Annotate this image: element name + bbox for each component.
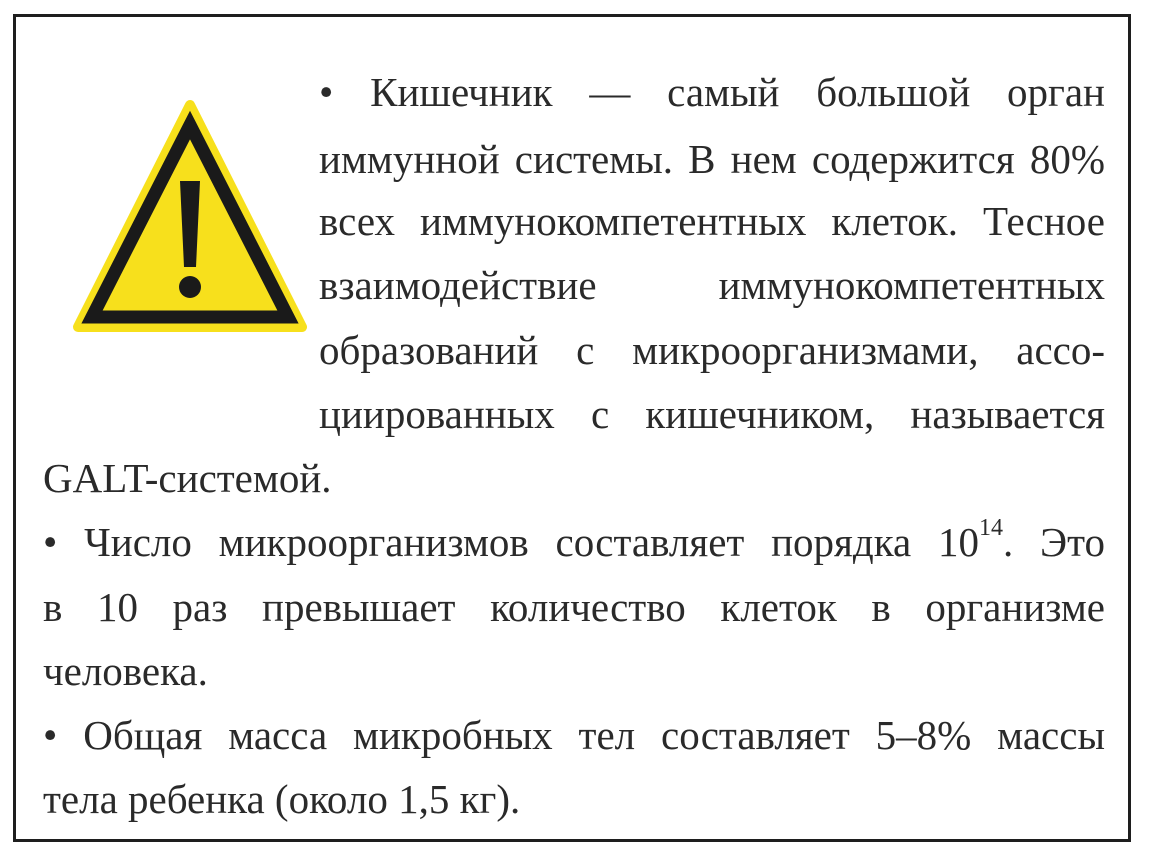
- text-line: • Кишечник — самый большой орган: [319, 69, 1105, 115]
- text-line: [43, 512, 1105, 572]
- text-line: образований с микроорганизмами, ассо-: [319, 327, 1105, 373]
- text-line: • Общая масса микробных тел составляет 5–8% массы: [43, 712, 1105, 758]
- exponent: 14: [979, 515, 1004, 542]
- text-line: тела ребенка (около 1,5 кг).: [43, 776, 521, 822]
- text-line: циированных с кишечником, называется: [319, 391, 1105, 437]
- info-box: [13, 14, 1131, 842]
- text-line: взаимодействие иммунокомпетентных: [319, 262, 1105, 308]
- text-line: иммунной системы. В нем содержится 80%: [319, 136, 1105, 182]
- text-line: в 10 раз превышает количество клеток в организме: [43, 584, 1105, 630]
- text-line: человека.: [43, 648, 208, 694]
- text-line: всех иммунокомпетентных клеток. Тесное: [319, 198, 1105, 244]
- text-segment: . Это: [1003, 519, 1105, 565]
- text-segment: • Число микроорганизмов составляет порядка 10: [43, 519, 980, 565]
- text-line: GALT-системой.: [43, 455, 332, 501]
- body-text: [16, 17, 1134, 845]
